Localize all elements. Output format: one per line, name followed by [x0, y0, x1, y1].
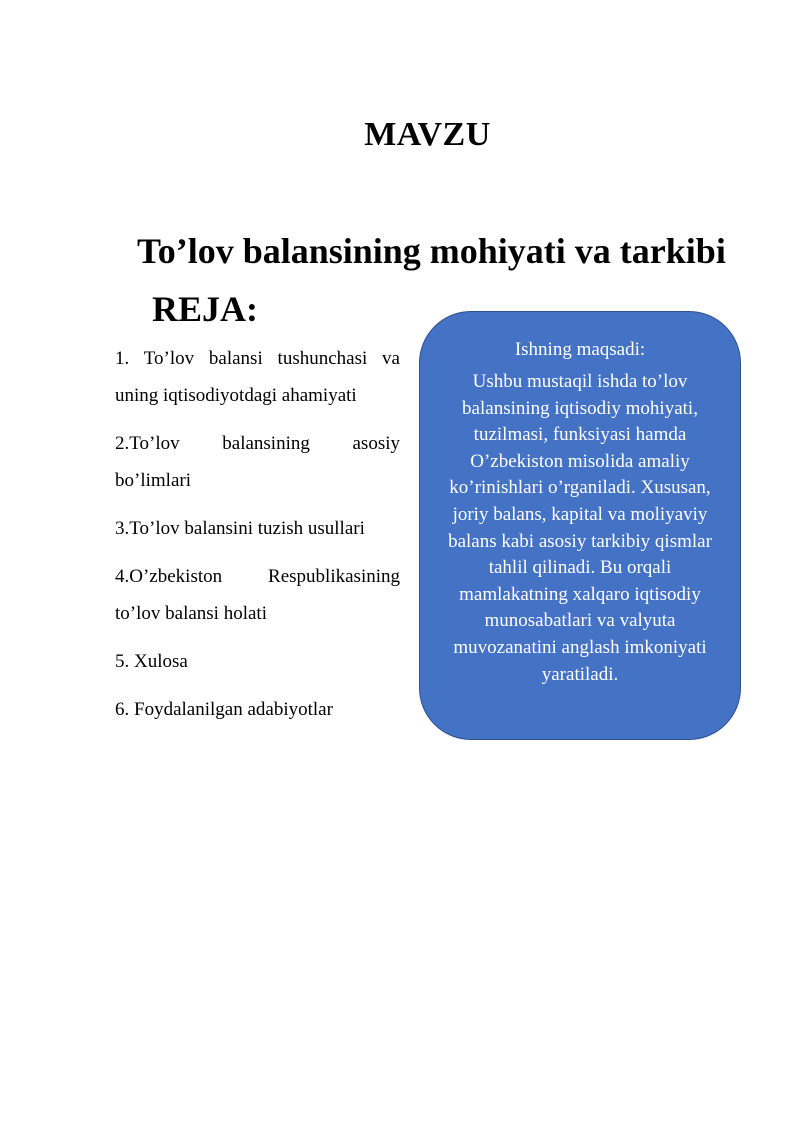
plan-item: 6. Foydalanilgan adabiyotlar — [115, 699, 333, 720]
goal-title: Ishning maqsadi: — [514, 339, 646, 360]
plan-item: 5. Xulosa — [115, 651, 188, 672]
goal-text: Ushbu mustaqil ishda to’lov balansining iqtisodiy mohiyati, tuzilmasi, funksiyasi hamda O’zbekiston misolida amaliy ko’rinishlari o’rganiladi. Xususan, joriy balans, kapital va moliyaviy balans kabi asosiy tarkibiy qismlar tahlil qilinadi. Bu orqali mamlakatning xalqaro iqtisodiy munosabatlari va valyuta muvozanatini anglash imkoniyati yaratiladi. — [448, 371, 712, 685]
plan-title: REJA: — [152, 289, 258, 329]
plan-item: 2.To’lov balansining asosiy bo’limlari — [115, 433, 400, 491]
page-heading: MAVZU — [364, 116, 491, 153]
goal-box — [419, 311, 741, 740]
plan-item: 4.O’zbekiston Respublikasining to’lov balansi holati — [115, 566, 400, 624]
plan-item: 1. To’lov balansi tushunchasi va uning iqtisodiyotdagi ahamiyati — [115, 348, 400, 406]
plan-list — [115, 340, 400, 739]
plan-item: 3.To’lov balansini tuzish usullari — [115, 518, 365, 539]
topic-title: To’lov balansining mohiyati va tarkibi — [137, 231, 726, 271]
